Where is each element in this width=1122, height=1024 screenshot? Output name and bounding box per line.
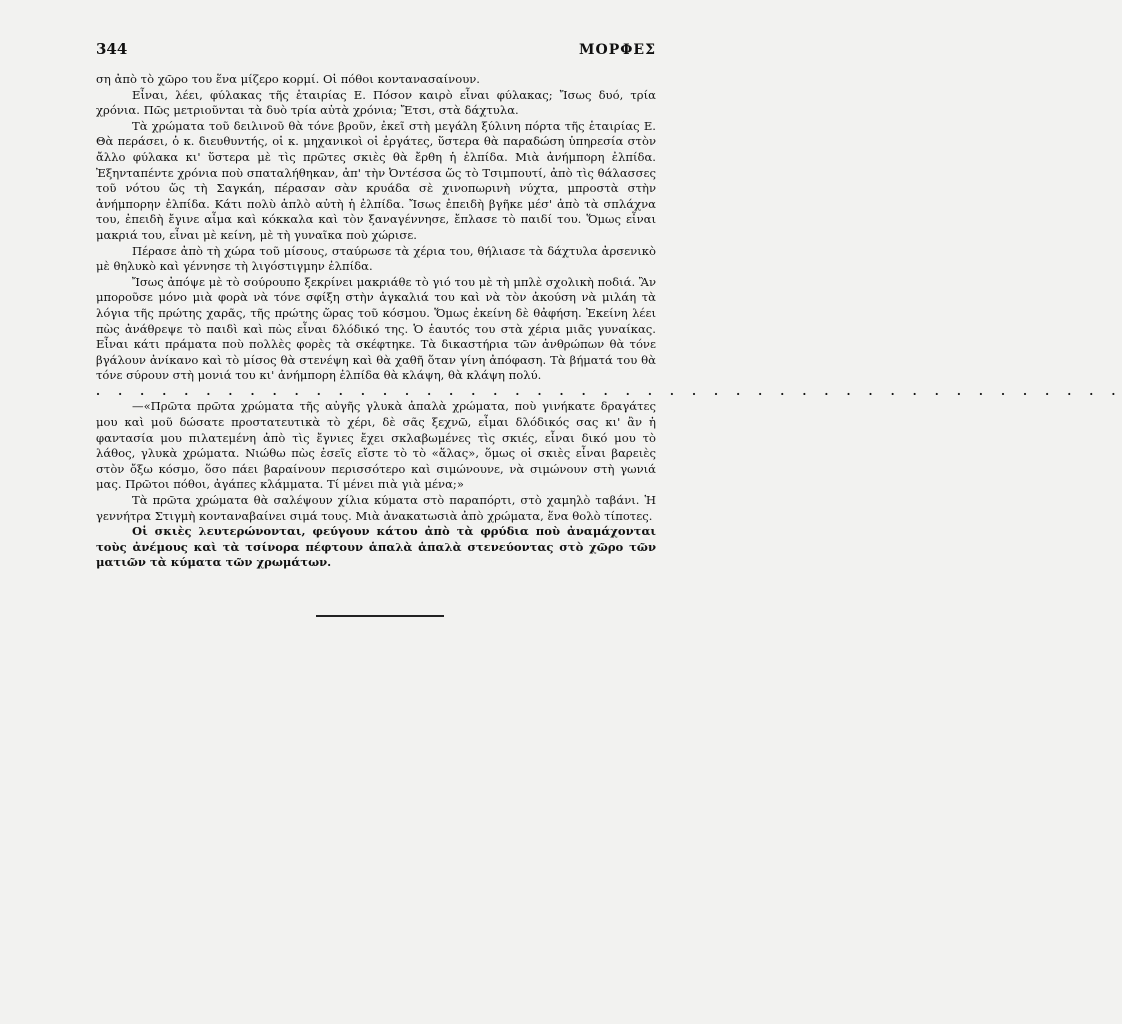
section-break: . . . . . . . . . . . . . . . . . . . . . . . . . . . . . . . . . . . . . . . . . . . . . . .	[96, 383, 1122, 398]
running-title: ΜΟΡΦΕΣ	[579, 42, 656, 58]
paragraph-5: Ἴσως ἀπόψε μὲ τὸ σούρουπο ξεκρίνει μακριάθε τὸ γιό του μὲ τὴ μπλὲ σχολικὴ ποδιά. Ἂν μποροῦσε μόνο μιὰ φορὰ νὰ τόνε σφίξη στὴν ἀγκαλιά του καὶ νὰ τὸν ἀκούση νὰ μιλάη τὰ λόγια τῆς πρώτης χαρᾶς, τῆς πρώτης ὥρας τοῦ κόσμου. Ὅμως ἐκείνη δὲ θἀφήση. Ἐκείνη λέει πὼς ἀνάθρεψε τὸ παιδὶ καὶ πὼς εἶναι δλόδικό της. Ὁ ἑαυτός του στὰ χέρια μιᾶς γυναίκας. Εἶναι κάτι πράματα ποὺ πολλὲς φορὲς τὰ σκέφτηκε. Τὰ δικαστήρια τῶν ἀνθρώπων θὰ τόνε βγάλουν ἀνίκανο καὶ τὸ μίσος θὰ στενέψη καὶ θὰ χαθῆ ὅταν γίνη ἀπόφαση. Τὰ βήματά του θὰ τόνε σύρουν στὴ μονιά του κι' ἀνήμπορη ἐλπίδα θὰ κλάψη, θὰ κλάψη πολύ.	[96, 274, 656, 383]
paragraph-3: Τὰ χρώματα τοῦ δειλινοῦ θὰ τόνε βροῦν, ἐκεῖ στὴ μεγάλη ξύλινη πόρτα τῆς ἑταιρίας Ε. Θὰ περάσει, ὁ κ. διευθυντής, οἱ κ. μηχανικοὶ οἱ ἐργάτες, ὕστερα θὰ παραδώση ὑπηρεσία στὸν ἄλλο φύλακα κι' ὕστερα μὲ τὶς πρῶτες σκιὲς θὰ ἔρθη ἡ ἐλπίδα. Μιὰ ἀνήμπορη ἐλπίδα. Ἐξηνταπέντε χρόνια ποὺ σπαταλήθηκαν, ἀπ' τὴν Ὀντέσσα ὥς τὸ Τσιμπουτί, ἀπὸ τὶς θάλασσες τοῦ νότου ὥς τὴ Σαγκάη, πέρασαν σὰν κρυάδα σὲ χινοπωρινὴ νύχτα, μπροστὰ στὴν ἀνήμπορην ἐλπίδα. Κάτι πολὺ ἁπλὸ αὐτὴ ἡ ἐλπίδα. Ἴσως ἐπειδὴ βγῆκε μέσ' ἀπὸ τὰ σπλάχνα του, ἐπειδὴ ἔγινε αἷμα καὶ κόκκαλα καὶ τὸν ξαναγέννησε, ἔπλασε τὸ παιδί του. Ὅμως εἶναι μακριά του, εἶναι μὲ κείνη, μὲ τὴ γυναῖκα ποὺ χώρισε.	[96, 118, 656, 242]
end-rule	[316, 615, 444, 617]
paragraph-8: Οἱ σκιὲς λευτερώνονται, φεύγουν κάτου ἀπὸ τὰ φρύδια ποὺ ἀναμάχονται τοὺς ἀνέμους καὶ τὰ τσίνορα πέφτουν ἁπαλὰ ἁπαλὰ στενεύοντας στὸ χῶρο τῶν ματιῶν τὰ κύματα τῶν χρωμάτων.	[96, 524, 656, 570]
body-text	[96, 72, 1122, 571]
paragraph-1: ση ἀπὸ τὸ χῶρο του ἕνα μίζερο κορμί. Οἱ πόθοι κοντανασαίνουν.	[96, 72, 480, 86]
paragraph-2: Εἶναι, λέει, φύλακας τῆς ἑταιρίας Ε. Πόσον καιρὸ εἶναι φύλακας; Ἴσως δυό, τρία χρόνια. Πῶς μετριοῦνται τὰ δυὸ τρία αὐτὰ χρόνια; Ἔτσι, στὰ δάχτυλα.	[96, 87, 656, 118]
page-header	[96, 40, 656, 58]
page-number: 344	[96, 40, 128, 58]
paragraph-4: Πέρασε ἀπὸ τὴ χώρα τοῦ μίσους, σταύρωσε τὰ χέρια του, θήλιασε τὰ δάχτυλα ἀρσενικὸ μὲ θηλυκὸ καὶ γέννησε τὴ λιγόστιγμην ἐλπίδα.	[96, 243, 656, 274]
paragraph-6: —«Πρῶτα πρῶτα χρώματα τῆς αὐγῆς γλυκὰ ἀπαλὰ χρώματα, ποὺ γινήκατε δραγάτες μου καὶ μοῦ δώσατε προστατευτικὰ τὸ χέρι, δὲ σᾶς ξεχνῶ, εἶμαι δλόδικός σας κι' ἂν ἡ φαντασία μου πιλατεμένη ἀπὸ τὶς ἔγνιες ἔχει σκλαβωμένες τὶς σκιές, εἶναι δικό μου τὸ λάθος, γλυκὰ χρώματα. Νιώθω πὼς ἐσεῖς εἴστε τὸ τὸ «ἅλας», ὅμως οἱ σκιὲς εἶναι βαρειὲς στὸν ὄξω κόσμο, ὅσο πάει βαραίνουν περισσότερο καὶ σιμώνουνε, νὰ σιμώνουν στὴ γωνιά μας. Πρῶτοι πόθοι, ἀγάπες κλάμματα. Τί μένει πιὰ γιὰ μένα;»	[96, 399, 656, 492]
paragraph-7: Τὰ πρῶτα χρώματα θὰ σαλέψουν χίλια κύματα στὸ παραπόρτι, στὸ χαμηλὸ ταβάνι. Ἡ γεννήτρα Στιγμὴ κονταναβαίνει σιμά τους. Μιὰ ἀνακατωσιὰ ἀπὸ χρώματα, ἕνα θολὸ τίποτες.	[96, 493, 656, 523]
